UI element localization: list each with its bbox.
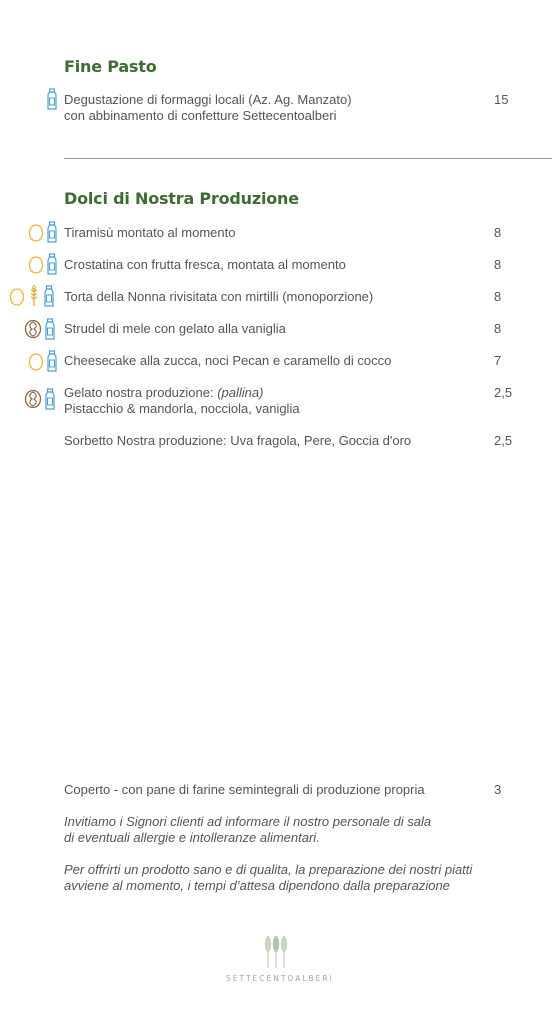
- item-description: con abbinamento di confetture Settecentoalberi: [64, 108, 337, 123]
- menu-item-torta-nonna: Torta della Nonna rivisitata con mirtilli (monoporzione): [64, 289, 374, 304]
- wheat-icon: [27, 285, 41, 307]
- coperto-price: 3: [494, 782, 502, 797]
- item-name-line: [64, 385, 484, 401]
- brand-logo: [226, 934, 334, 983]
- allergen-icons: [24, 388, 56, 410]
- egg-icon: [9, 286, 25, 306]
- allergen-icons: [24, 318, 56, 340]
- note-line: Invitiamo i Signori clienti ad informare il nostro personale di sala: [64, 814, 432, 829]
- egg-icon: [28, 351, 44, 371]
- brand-name: SETTECENTOALBERI: [226, 974, 334, 983]
- allergen-icons: [28, 350, 58, 372]
- milk-icon: [46, 350, 58, 372]
- menu-item-tiramisu: Tiramisù montato al momento: [64, 225, 236, 240]
- egg-icon: [28, 222, 44, 242]
- note-line: avviene al momento, i tempi d’attesa dipendono dalla preparazione: [64, 878, 450, 893]
- item-name: Gelato nostra produzione:: [64, 385, 218, 400]
- item-price: 8: [494, 225, 502, 240]
- quality-note: [64, 862, 534, 894]
- item-name: Degustazione di formaggi locali (Az. Ag. Manzato): [64, 92, 352, 107]
- section-title-fine-pasto: Fine Pasto: [64, 57, 157, 76]
- milk-icon: [43, 285, 55, 307]
- allergen-icons: [28, 253, 58, 275]
- item-price: 15: [494, 92, 509, 107]
- allergy-note: [64, 814, 534, 846]
- egg-icon: [28, 254, 44, 274]
- nut-icon: [24, 389, 42, 409]
- menu-item-sorbetto: Sorbetto Nostra produzione: Uva fragola, Pere, Goccia d'oro: [64, 433, 412, 448]
- item-price: 8: [494, 289, 502, 304]
- note-line: di eventuali allergie e intolleranze alimentari.: [64, 830, 320, 845]
- allergen-icons: [46, 88, 58, 110]
- milk-icon: [44, 388, 56, 410]
- section-title-dolci: Dolci di Nostra Produzione: [64, 189, 299, 208]
- allergen-icons: [9, 285, 55, 307]
- menu-item-crostatina: Crostatina con frutta fresca, montata al momento: [64, 257, 346, 272]
- note-line: Per offrirti un prodotto sano e di qualita, la preparazione dei nostri piatti: [64, 862, 473, 877]
- item-price: 8: [494, 321, 502, 336]
- item-price: 2,5: [494, 433, 513, 448]
- milk-icon: [44, 318, 56, 340]
- item-price: 2,5: [494, 385, 513, 400]
- section-divider: [64, 158, 552, 159]
- allergen-icons: [28, 221, 58, 243]
- nut-icon: [24, 319, 42, 339]
- item-description: Pistacchio & mandorla, nocciola, vaniglia: [64, 401, 300, 416]
- milk-icon: [46, 253, 58, 275]
- milk-icon: [46, 88, 58, 110]
- coperto-text: Coperto - con pane di farine semintegrali di produzione propria: [64, 782, 425, 797]
- menu-item-gelato: [64, 385, 484, 417]
- menu-item-strudel: Strudel di mele con gelato alla vaniglia: [64, 321, 286, 336]
- trees-logo-icon: [226, 934, 326, 970]
- item-name-note: (pallina): [217, 385, 264, 400]
- menu-item-cheesecake: Cheesecake alla zucca, noci Pecan e caramello di cocco: [64, 353, 392, 368]
- item-price: 8: [494, 257, 502, 272]
- menu-item-degustazione: [64, 92, 484, 124]
- milk-icon: [46, 221, 58, 243]
- item-price: 7: [494, 353, 502, 368]
